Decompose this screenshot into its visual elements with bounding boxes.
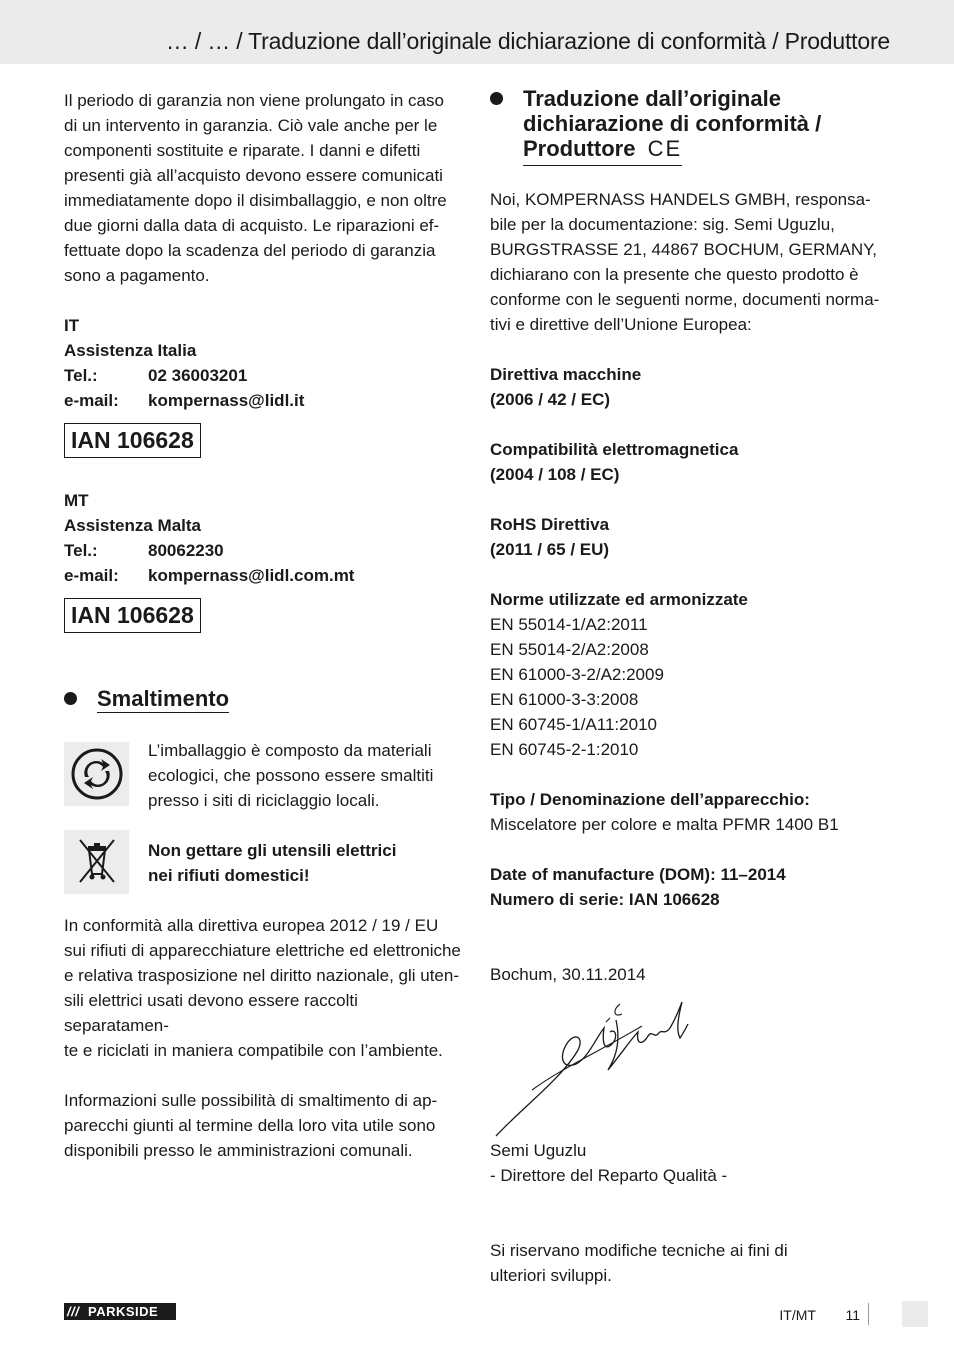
text-line: BURGSTRASSE 21, 44867 BOCHUM, GERMANY, (490, 240, 878, 259)
text-line: fettuate dopo la scadenza del periodo di garanzia (64, 241, 436, 260)
text-line: Non gettare gli utensili elettrici (148, 841, 397, 860)
directive-machines (490, 362, 894, 412)
directive-name: RoHS Direttiva (490, 515, 610, 534)
text-line: dichiarano con la presente che questo prodotto è (490, 265, 859, 284)
text-line: Noi, KOMPERNASS HANDELS GMBH, responsa- (490, 190, 871, 209)
standard-item: EN 55014-2/A2:2008 (490, 640, 649, 659)
signature (492, 998, 692, 1138)
heading-line: dichiarazione di conformità / (523, 111, 822, 136)
directive-emc (490, 437, 894, 487)
tel-label: Tel.: (64, 366, 98, 385)
text-line: conforme con le seguenti norme, documenti norma- (490, 290, 880, 309)
packaging-text (148, 738, 464, 813)
text-line: bile per la documentazione: sig. Semi Uguzlu, (490, 215, 835, 234)
crossed-bin-icon (64, 830, 129, 894)
text-line: parecchi giunti al termine della loro vita utile sono (64, 1116, 436, 1135)
heading-text: Smaltimento (97, 686, 230, 711)
email-value: kompernass@lidl.it (148, 391, 305, 410)
service-country: MT (64, 491, 89, 510)
text-line: di un intervento in garanzia. Ciò vale anche per le (64, 116, 438, 135)
text-line: L’imballaggio è composto da materiali (148, 741, 432, 760)
text-line: ecologici, che possono essere smaltiti (148, 766, 434, 785)
email-label: e-mail: (64, 566, 119, 585)
text-line: disponibili presso le amministrazioni comunali. (64, 1141, 413, 1160)
manufacture-date: Date of manufacture (DOM): 11–2014 (490, 865, 786, 884)
standard-item: EN 60745-1/A11:2010 (490, 715, 657, 734)
declaration-heading (523, 86, 903, 166)
standards-title: Norme utilizzate ed armonizzate (490, 590, 748, 609)
service-malta (64, 488, 464, 588)
ce-mark: CE (647, 136, 683, 161)
heading-line: Produttore (523, 136, 636, 161)
recycle-icon (64, 742, 129, 806)
ian-box: IAN 106628 (64, 598, 201, 633)
warning-text (148, 838, 464, 888)
text-line: Informazioni sulle possibilità di smaltimento di ap- (64, 1091, 438, 1110)
directive-name: Direttiva macchine (490, 365, 642, 384)
type-title: Tipo / Denominazione dell’apparecchio: (490, 790, 810, 809)
text-line: immediatamente dopo il disimballaggio, e non oltre (64, 191, 447, 210)
standard-item: EN 55014-1/A2:2011 (490, 615, 648, 634)
page-tab (902, 1301, 928, 1327)
bullet-icon (64, 692, 77, 705)
serial-number: Numero di serie: IAN 106628 (490, 890, 720, 909)
header-bar (0, 0, 954, 64)
warranty-paragraph (64, 88, 464, 288)
service-name: Assistenza Italia (64, 341, 197, 360)
tel-value: 02 36003201 (148, 366, 248, 385)
text-line: te e riciclati in maniera compatibile con l’ambiente. (64, 1041, 443, 1060)
standard-item: EN 61000-3-2/A2:2009 (490, 665, 664, 684)
text-line: presenti già all’acquisto devono essere comunicati (64, 166, 443, 185)
text-line: sili elettrici usati devono essere raccolti separatamen- (64, 991, 358, 1035)
directive-name: Compatibilità elettromagnetica (490, 440, 739, 459)
locale-label: IT/MT (779, 1307, 816, 1323)
heading-line: Traduzione dall’originale (523, 86, 781, 111)
service-country: IT (64, 316, 80, 335)
bullet-icon (490, 92, 503, 105)
page-title: … / … / Traduzione dall’originale dichiarazione di conformità / Produttore (165, 28, 890, 54)
text-line: componenti sostituite e riparate. I danni e difetti (64, 141, 421, 160)
page-info (779, 1307, 860, 1323)
standard-item: EN 61000-3-3:2008 (490, 690, 639, 709)
standards-list (490, 612, 894, 762)
ian-box: IAN 106628 (64, 423, 201, 458)
text-line: presso i siti di riciclaggio locali. (148, 791, 380, 810)
text-line: e relativa trasposizione nel diritto nazionale, gli uten- (64, 966, 460, 985)
right-column (490, 187, 894, 987)
service-italia (64, 313, 464, 413)
email-value: kompernass@lidl.com.mt (148, 566, 355, 585)
intro-paragraph (490, 187, 894, 337)
logo-text: PARKSIDE (88, 1304, 159, 1319)
tel-label: Tel.: (64, 541, 98, 560)
directive-paragraph (64, 913, 464, 1163)
page-number: 11 (845, 1307, 860, 1323)
directive-code: (2011 / 65 / EU) (490, 540, 610, 559)
directive-rohs (490, 512, 894, 562)
place-date: Bochum, 30.11.2014 (490, 965, 646, 984)
text-line: Si riservano modifiche tecniche ai fini di (490, 1241, 788, 1260)
tel-value: 80062230 (148, 541, 224, 560)
left-column (64, 88, 464, 633)
section-heading (97, 686, 229, 711)
type-value: Miscelatore per colore e malta PFMR 1400 B1 (490, 815, 839, 834)
signer-block (490, 1138, 894, 1288)
directive-code: (2004 / 108 / EC) (490, 465, 620, 484)
standard-item: EN 60745-2-1:2010 (490, 740, 639, 759)
logo-stripes: /// (67, 1304, 80, 1319)
brand-logo (64, 1303, 176, 1320)
text-line: ulteriori sviluppi. (490, 1266, 612, 1285)
text-line: sono a pagamento. (64, 266, 210, 285)
signer-role: - Direttore del Reparto Qualità - (490, 1166, 728, 1185)
text-line: nei rifiuti domestici! (148, 866, 310, 885)
service-name: Assistenza Malta (64, 516, 201, 535)
directive-code: (2006 / 42 / EC) (490, 390, 611, 409)
text-line: Il periodo di garanzia non viene prolungato in caso (64, 91, 444, 110)
text-line: due giorni dalla data di acquisto. Le riparazioni ef- (64, 216, 440, 235)
email-label: e-mail: (64, 391, 119, 410)
text-line: tivi e direttive dell’Unione Europea: (490, 315, 752, 334)
footer-divider (868, 1303, 869, 1325)
text-line: In conformità alla direttiva europea 2012 / 19 / EU (64, 916, 439, 935)
signer-name: Semi Uguzlu (490, 1141, 587, 1160)
text-line: sui rifiuti di apparecchiature elettriche ed elettroniche (64, 941, 461, 960)
